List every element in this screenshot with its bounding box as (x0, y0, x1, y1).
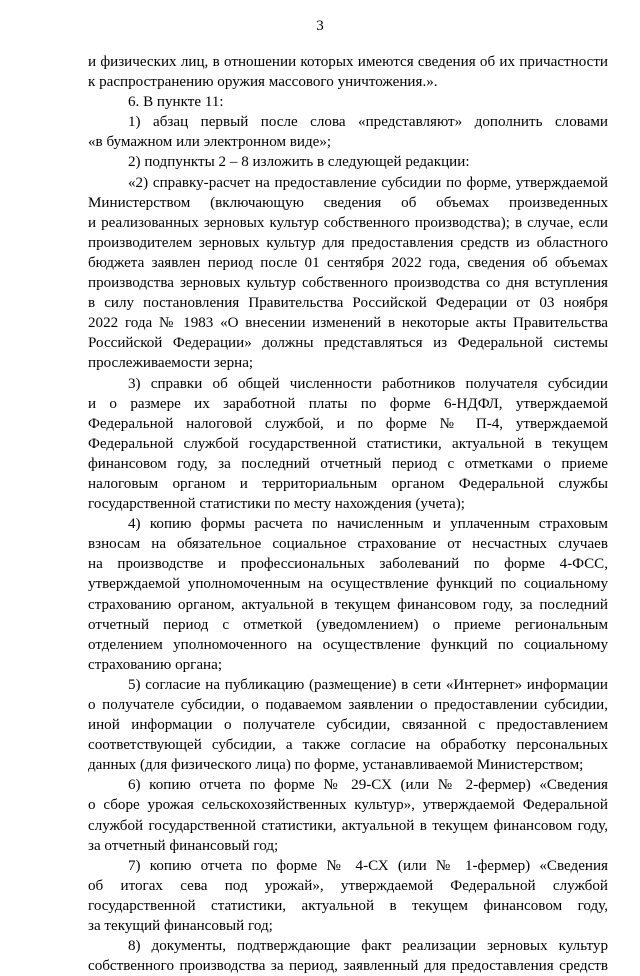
text-line: утверждаемой уполномоченным на осуществление функций по социальному (88, 576, 608, 593)
text-line: 2) подпункты 2 – 8 изложить в следующей редакции: (128, 154, 470, 171)
text-line: соответствующей субсидии, а также согласие на обработку персональных (88, 737, 608, 754)
text-line: 2022 года № 1983 «О внесении изменений в некоторые акты Правительства (88, 315, 608, 332)
text-line: и реализованных зерновых культур собственного производства); в случае, если (88, 214, 608, 231)
text-line: 3) справки об общей численности работников получателя субсидии (128, 375, 608, 392)
text-line: данных (для физического лица) по форме, устанавливаемой Министерством; (88, 757, 584, 774)
text-line: отчетный период с отметкой (уведомлением) о приеме региональным (88, 616, 608, 633)
paragraph (88, 152, 608, 172)
text-line: страхованию органа; (88, 656, 223, 673)
text-line: к распространению оружия массового уничтожения.». (88, 74, 438, 91)
text-line: Федеральной службой государственной статистики, актуальной в текущем (88, 435, 608, 452)
text-line: собственного производства за период, заявленный для предоставления средств (88, 958, 608, 975)
document-body (88, 52, 608, 976)
text-line: 8) документы, подтверждающие факт реализации зерновых культур (128, 938, 608, 955)
text-line: на производстве и профессиональных заболеваний по форме 4-ФСС, (88, 556, 608, 573)
paragraph (88, 775, 608, 855)
text-line: службой государственной статистики, актуальной в текущем финансовом году, (88, 817, 608, 834)
text-line: налоговым органом и территориальным органом Федеральной службы (88, 475, 608, 492)
text-line: 7) копию отчета по форме № 4-СХ (или № 1-фермер) «Сведения (128, 857, 608, 874)
text-line: за отчетный финансовый год; (88, 837, 279, 854)
paragraph (88, 675, 608, 775)
paragraph (88, 936, 608, 976)
page-number: 3 (316, 18, 324, 34)
paragraph (88, 52, 608, 92)
paragraph (88, 374, 608, 515)
text-line: Федеральной налоговой службой, и по форме № П-4, утверждаемой (88, 415, 608, 432)
text-line: Министерством (включающую сведения об объемах произведенных (88, 194, 608, 211)
text-line: 4) копию формы расчета по начисленным и уплаченным страховым (128, 516, 608, 533)
paragraph (88, 514, 608, 675)
text-line: прослеживаемости зерна; (88, 355, 254, 372)
text-line: за текущий финансовый год; (88, 918, 273, 935)
text-line: государственной статистики по месту нахождения (учета); (88, 496, 465, 513)
text-line: 5) согласие на публикацию (размещение) в сети «Интернет» информации (128, 676, 608, 693)
text-line: Российской Федерации» должны представляться из Федеральной системы (88, 335, 608, 352)
text-line: об итогах сева под урожай», утверждаемой Федеральной службой (88, 877, 608, 894)
text-line: 6) копию отчета по форме № 29-СХ (или № 2-фермер) «Сведения (128, 777, 608, 794)
text-line: производителем зерновых культур для предоставления средств из областного (88, 234, 608, 251)
paragraph (88, 92, 608, 112)
text-line: финансовом году, за последний отчетный период с отметками о приеме (88, 455, 608, 472)
text-line: о получателе субсидии, о подаваемом заявлении о предоставлении субсидии, (88, 697, 608, 713)
text-line: страхованию органом, актуальной в текущем финансовом году, за последний (88, 596, 608, 613)
text-line: иной информации о получателе субсидии, связанной с предоставлением (88, 717, 608, 734)
text-line: в силу постановления Правительства Российской Федерации от 03 ноября (88, 295, 608, 312)
text-line: 6. В пункте 11: (128, 94, 224, 111)
text-line: 1) абзац первый после слова «представляют» дополнить словами (128, 114, 608, 131)
text-line: «в бумажном или электронном виде»; (88, 134, 332, 151)
text-line: и о размере их заработной платы по форме 6-НДФЛ, утверждаемой (88, 395, 608, 412)
text-line: государственной статистики, актуальной в текущем финансовом году, (88, 897, 608, 914)
text-line: бюджета заявлен период после 01 сентября 2022 года, сведения об объемах (88, 254, 608, 271)
paragraph (88, 856, 608, 936)
text-line: о сборе урожая сельскохозяйственных культур», утверждаемой Федеральной (88, 797, 608, 814)
paragraph (88, 112, 608, 152)
text-line: «2) справку-расчет на предоставление субсидии по форме, утверждаемой (128, 174, 608, 191)
paragraph (88, 173, 608, 374)
text-line: производства зерновых культур собственного производства со дня вступления (88, 275, 608, 292)
text-line: и физических лиц, в отношении которых имеются сведения об их причастности (88, 54, 608, 70)
text-line: взносам на обязательное социальное страхование от несчастных случаев (88, 536, 608, 553)
text-line: отделением уполномоченного на осуществление функций по социальному (88, 636, 608, 653)
